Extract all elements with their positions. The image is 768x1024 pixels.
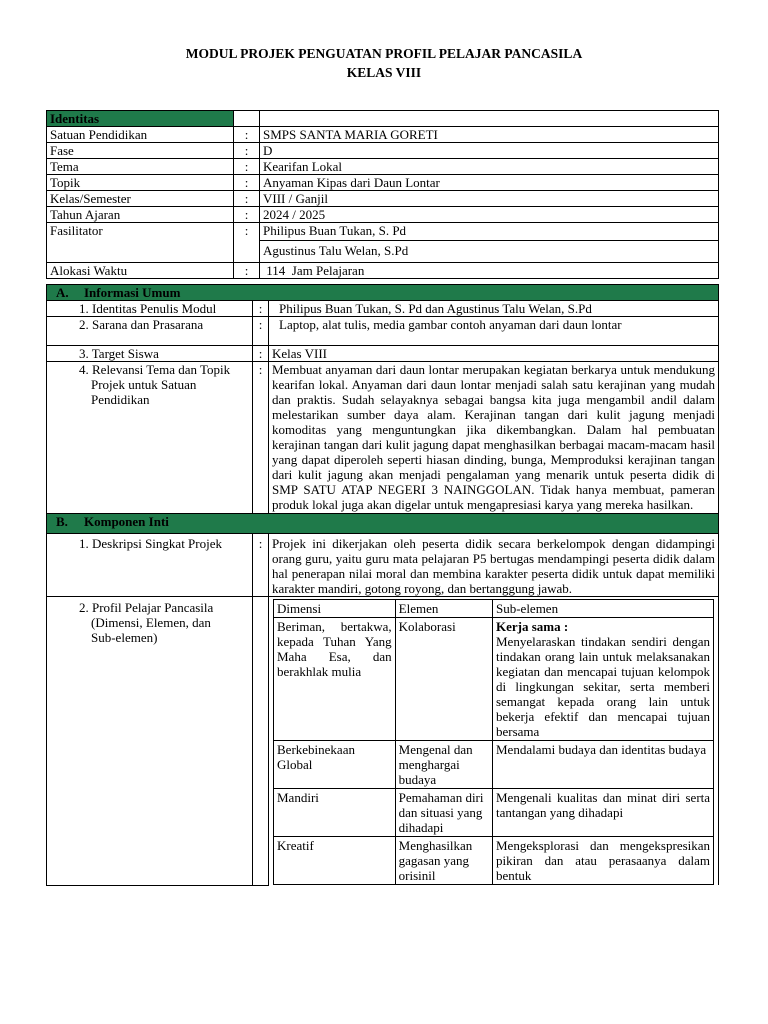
row-sep: : [234, 263, 260, 279]
section-a-letter: A. [56, 285, 69, 300]
profil-row [274, 789, 714, 837]
profil-sub-text: Mengenali kualitas dan minat diri serta tantangan yang dihadapi [492, 789, 713, 837]
row-sep: : [234, 127, 260, 143]
identitas-row-alokasi [47, 263, 719, 279]
profil-elemen: Menghasilkan gagasan yang orisinil [395, 837, 492, 885]
row-value: Anyaman Kipas dari Daun Lontar [260, 175, 719, 191]
fasilitator-label: Fasilitator [47, 223, 234, 263]
row-value: D [260, 143, 719, 159]
alokasi-value: 114 Jam Pelajaran [260, 263, 719, 279]
row-sep: : [234, 223, 260, 263]
identitas-row [47, 159, 719, 175]
row-label: Fase [47, 143, 234, 159]
fasilitator-1: Philipus Buan Tukan, S. Pd [260, 223, 719, 241]
profil-table [273, 599, 714, 885]
profil-header-subelemen: Sub-elemen [492, 600, 713, 618]
identitas-row [47, 127, 719, 143]
profil-subelemen [492, 618, 713, 741]
row-label: Topik [47, 175, 234, 191]
section-b-title: Komponen Inti [84, 514, 169, 529]
profil-dimensi: Beriman, bertakwa, kepada Tuhan Yang Maha Esa, dan berakhlak mulia [274, 618, 396, 741]
document-subtitle: KELAS VIII [346, 65, 422, 80]
profil-sub-text: Mengeksplorasi dan mengekspresikan pikiran dan atau perasaanya dalam bentuk [492, 837, 713, 885]
sep: : [253, 346, 269, 362]
row-sep: : [234, 143, 260, 159]
item4-label: 4. Relevansi Tema dan Topik Projek untuk Satuan Pendidikan [47, 362, 253, 514]
profil-elemen: Kolaborasi [395, 618, 492, 741]
profil-elemen: Pemahaman diri dan situasi yang dihadapi [395, 789, 492, 837]
b-item2-label: 2. Profil Pelajar Pancasila (Dimensi, Elemen, dan Sub-elemen) [47, 597, 253, 886]
row-sep: : [234, 207, 260, 223]
item1-label: 1. Identitas Penulis Modul [47, 301, 253, 317]
item1-value: Philipus Buan Tukan, S. Pd dan Agustinus Talu Welan, S.Pd [269, 301, 719, 317]
identitas-row [47, 207, 719, 223]
profil-dimensi: Berkebinekaan Global [274, 741, 396, 789]
profil-dimensi: Mandiri [274, 789, 396, 837]
row-value: SMPS SANTA MARIA GORETI [260, 127, 719, 143]
sep-empty [253, 597, 269, 886]
identitas-row [47, 143, 719, 159]
section-a-title: Informasi Umum [84, 285, 181, 300]
identitas-row-fasilitator [47, 223, 719, 241]
row-value: Kearifan Lokal [260, 159, 719, 175]
row-label: Satuan Pendidikan [47, 127, 234, 143]
row-value: VIII / Ganjil [260, 191, 719, 207]
b-item1-label: 1. Deskripsi Singkat Projek [47, 534, 253, 597]
profil-sub-text: Mendalami budaya dan identitas budaya [492, 741, 713, 789]
row-label: Kelas/Semester [47, 191, 234, 207]
row-sep: : [234, 191, 260, 207]
identitas-table [46, 110, 719, 279]
profil-row [274, 618, 714, 741]
b-item1-value: Projek ini dikerjakan oleh peserta didik secara berkelompok dengan didampingi orang guru, yaitu guru mata pelajaran P5 bertugas mendampingi peserta didik dalam hal penerapan nilai moral dan membina karakter peserta didik untuk dapat memiliki karakter mandiri, gotong royong, dan bertanggung jawab. [269, 534, 719, 597]
item3-label: 3. Target Siswa [47, 346, 253, 362]
profil-sub-text: Menyelaraskan tindakan sendiri dengan tindakan orang lain untuk melaksanakan kegiatan dan mencapai tujuan kelompok di lingkungan sekitar, serta memberi semangat kepada orang lain untuk bekerja efektif dan mencapai tujuan bersama [495, 634, 711, 739]
profil-dimensi: Kreatif [274, 837, 396, 885]
sep: : [253, 362, 269, 514]
profil-header-dimensi: Dimensi [274, 600, 396, 618]
item2-label: 2. Sarana dan Prasarana [47, 317, 253, 346]
row-label: Tahun Ajaran [47, 207, 234, 223]
item3-value: Kelas VIII [269, 346, 719, 362]
document-title: MODUL PROJEK PENGUATAN PROFIL PELAJAR PANCASILA [185, 46, 583, 61]
row-sep: : [234, 159, 260, 175]
row-sep: : [234, 175, 260, 191]
sep: : [253, 301, 269, 317]
row-value: 2024 / 2025 [260, 207, 719, 223]
profil-row [274, 837, 714, 885]
identitas-row [47, 175, 719, 191]
profil-sub-title: Kerja sama : [495, 619, 569, 634]
section-b-letter: B. [56, 514, 68, 529]
identitas-header: Identitas [47, 111, 234, 127]
identitas-row [47, 191, 719, 207]
item4-value: Membuat anyaman dari daun lontar merupakan kegiatan berkarya untuk mendukung kearifan lokal. Anyaman dari daun lontar menjadi salah satu kerajinan yang mudah dan praktis. Sudah selayaknya sebagai bangsa kita juga mengambil andil dalam melestarikan sumber daya alam. Kerajinan tangan dari kulit jagung menjadi komoditas yang menguntungkan jika dikembangkan. Dalam hal pembuatan kerajinan tangan dari kulit jagung dapat menghasilkan berbagai macam-macam hasil yang dapat diperoleh seperti hiasan dinding, bunga, Memproduksi kerajinan tangan dari kulit jagung akan menjadi pengalaman yang menarik untuk peserta didik di SMP SATU ATAP NEGERI 3 NAINGGOLAN. Tidak hanya membuat, pameran produk lokal juga akan digelar untuk mengapresiasi karya yang mereka hasilkan. [269, 362, 719, 514]
item2-value: Laptop, alat tulis, media gambar contoh anyaman dari daun lontar [269, 317, 719, 346]
profil-cell [269, 597, 719, 886]
fasilitator-2: Agustinus Talu Welan, S.Pd [260, 241, 719, 263]
profil-elemen: Mengenal dan menghargai budaya [395, 741, 492, 789]
profil-row [274, 741, 714, 789]
section-a-header [47, 285, 719, 301]
sep: : [253, 317, 269, 346]
sep: : [253, 534, 269, 597]
profil-header-elemen: Elemen [395, 600, 492, 618]
section-b-header [47, 514, 719, 534]
row-label: Tema [47, 159, 234, 175]
main-table [46, 284, 719, 886]
alokasi-label: Alokasi Waktu [47, 263, 234, 279]
